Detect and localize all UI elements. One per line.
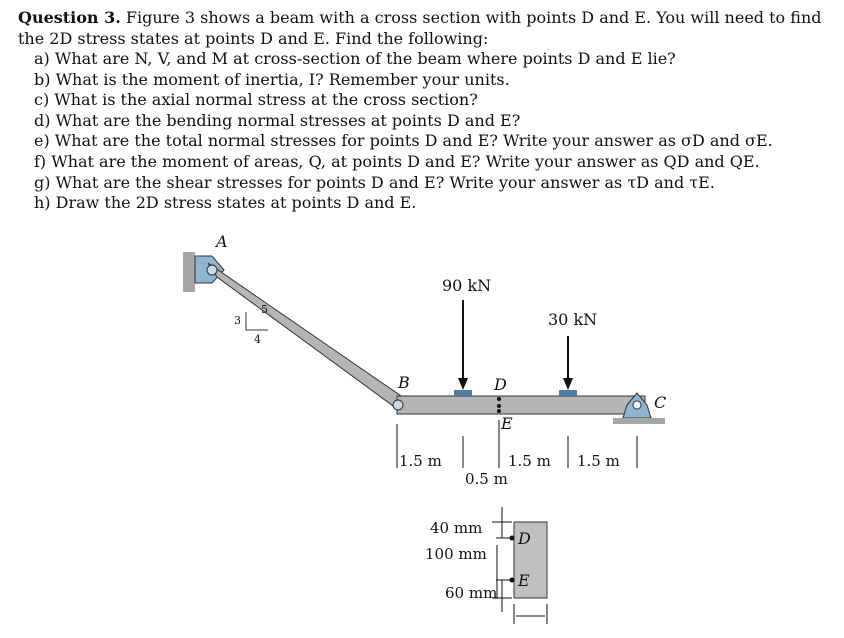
label-c: C	[654, 393, 667, 412]
question-item-d: d) What are the bending normal stresses at points D and E?	[34, 110, 521, 130]
pin-b	[393, 400, 403, 410]
label-a: A	[216, 232, 228, 251]
slope-run-label: 4	[254, 333, 261, 346]
load-30-label: 30 kN	[548, 310, 598, 329]
load-90-label: 90 kN	[442, 276, 492, 295]
label-b: B	[398, 373, 410, 392]
dim-label-2: 0.5 m	[465, 470, 508, 488]
beam-label-e: E	[501, 414, 513, 433]
dim-label-3: 1.5 m	[508, 452, 551, 470]
cs-label-d: D	[518, 529, 531, 548]
slope-rise-label: 3	[234, 314, 241, 327]
question-heading: Question 3.	[18, 8, 121, 27]
dim-label-4: 1.5 m	[577, 452, 620, 470]
question-intro-text: Figure 3 shows a beam with a cross section with points D and E. You will need to find the 2D stress states at points D and E. Find the following:	[18, 8, 822, 48]
cs-label-e: E	[518, 571, 530, 590]
question-item-b: b) What is the moment of inertia, I? Remember your units.	[34, 69, 510, 89]
point-d-dot	[497, 397, 501, 401]
slope-hyp-label: 5	[261, 303, 268, 316]
load-30-arrowhead	[563, 378, 573, 390]
load-90-arrowhead	[458, 378, 468, 390]
pin-a	[207, 265, 217, 275]
cs-height-label: 100 mm	[425, 545, 487, 563]
inclined-member	[208, 263, 404, 411]
ground-c	[613, 418, 665, 424]
question-item-f: f) What are the moment of areas, Q, at points D and E? Write your answer as QD and QE.	[34, 151, 760, 171]
question-item-h: h) Draw the 2D stress states at points D and E.	[34, 193, 417, 213]
cs-top-label: 40 mm	[430, 519, 483, 537]
point-e-dot	[497, 409, 501, 413]
horizontal-beam	[397, 396, 645, 414]
cs-bottom-label: 60 mm	[445, 584, 498, 602]
load-90-plate	[454, 390, 472, 396]
question-item-g: g) What are the shear stresses for points D and E? Write your answer as τD and τE.	[34, 172, 715, 192]
wall-support-a	[183, 252, 195, 292]
question-item-c: c) What is the axial normal stress at the cross section?	[34, 90, 478, 110]
pin-c	[633, 401, 641, 409]
load-30-plate	[559, 390, 577, 396]
question-item-a: a) What are N, V, and M at cross-section of the beam where points D and E lie?	[34, 49, 676, 68]
dim-label-1: 1.5 m	[399, 452, 442, 470]
point-mid-dot	[497, 404, 501, 408]
question-item-e: e) What are the total normal stresses for points D and E? Write your answer as σD and σE.	[34, 131, 773, 151]
beam-label-d: D	[494, 375, 507, 394]
